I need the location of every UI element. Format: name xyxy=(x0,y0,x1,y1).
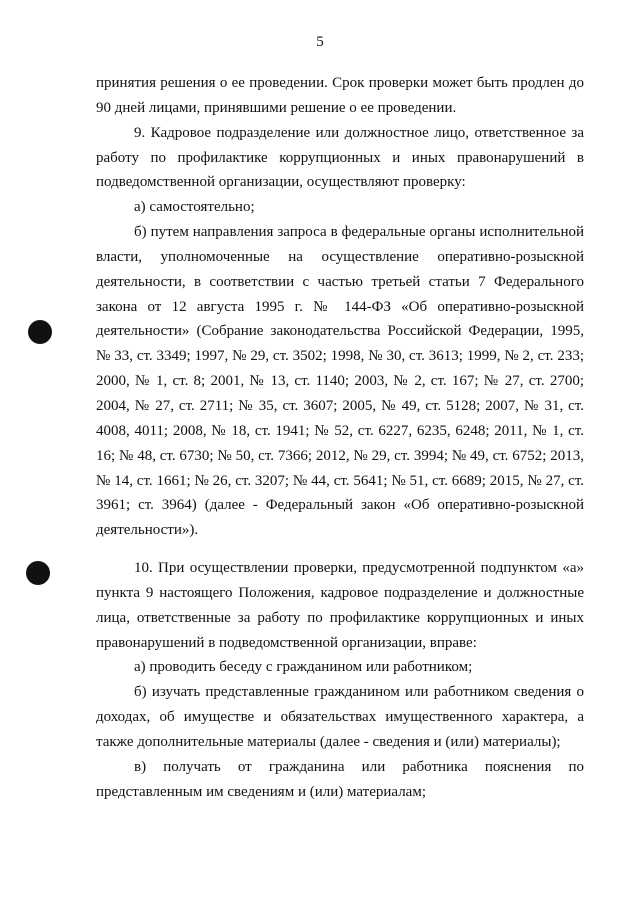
text-block-top xyxy=(96,71,584,543)
punch-hole xyxy=(26,561,50,585)
paragraph-item-10v: в) получать от гражданина или работника пояснения по представленным им сведениям и (или) материалам; xyxy=(96,758,584,800)
punch-hole xyxy=(28,320,52,344)
paragraph-item-9a: а) самостоятельно; xyxy=(134,199,255,216)
paragraph-item-10a: а) проводить беседу с гражданином или работником; xyxy=(134,659,473,676)
paragraph-item-9b: б) путем направления запроса в федеральные органы исполнительной власти, уполномоченные на осуществление оперативно-розыскной деятельности, в соответствии с частью третьей статьи 7 Федерального закона от 12 августа 1995 г. № 144-ФЗ «Об оперативно-розыскной деятельности» (Собрание законодательства Российской Федерации, 1995, № 33, ст. 3349; 1997, № 29, ст. 3502; 1998, № 30, ст. 3613; 1999, № 2, ст. 233; 2000, № 1, ст. 8; 2001, № 13, ст. 1140; 2003, № 2, ст. 167; № 27, ст. 2700; 2004, № 27, ст. 2711; № 35, ст. 3607; 2005, № 49, ст. 5128; 2007, № 31, ст. 4008, 4011; 2008, № 18, ст. 1941; № 52, ст. 6227, 6235, 6248; 2011, № 1, ст. 16; № 48, ст. 6730; № 50, ст. 7366; 2012, № 29, ст. 3994; № 49, ст. 6752; 2013, № 14, ст. 1661; № 26, ст. 3207; № 44, ст. 5641; № 51, ст. 6689; 2015, № 27, ст. 3961; ст. 3964) (далее - Федеральный закон «Об оперативно-розыскной деятельности»). xyxy=(96,224,584,539)
paragraph-item-10b: б) изучать представленные гражданином или работником сведения о доходах, об имуществе и обязательствах имущественного характера, а также дополнительные материалы (далее - сведения и (или) материалы); xyxy=(96,684,584,750)
paragraph-item-10: 10. При осуществлении проверки, предусмотренной подпунктом «а» пункта 9 настоящего Положения, кадровое подразделение и должностные лица, ответственные за работу по профилактике коррупционных и иных правонарушений в подведомственной организации, вправе: xyxy=(96,560,584,651)
page-number: 5 xyxy=(316,34,324,50)
paragraph-continuation: принятия решения о ее проведении. Срок проверки может быть продлен до 90 дней лицами, принявшими решение о ее проведении. xyxy=(96,75,584,116)
text-block-bottom xyxy=(96,556,584,804)
paragraph-item-9: 9. Кадровое подразделение или должностное лицо, ответственное за работу по профилактике коррупционных и иных правонарушений в подведомственной организации, осуществляют проверку: xyxy=(96,124,584,191)
